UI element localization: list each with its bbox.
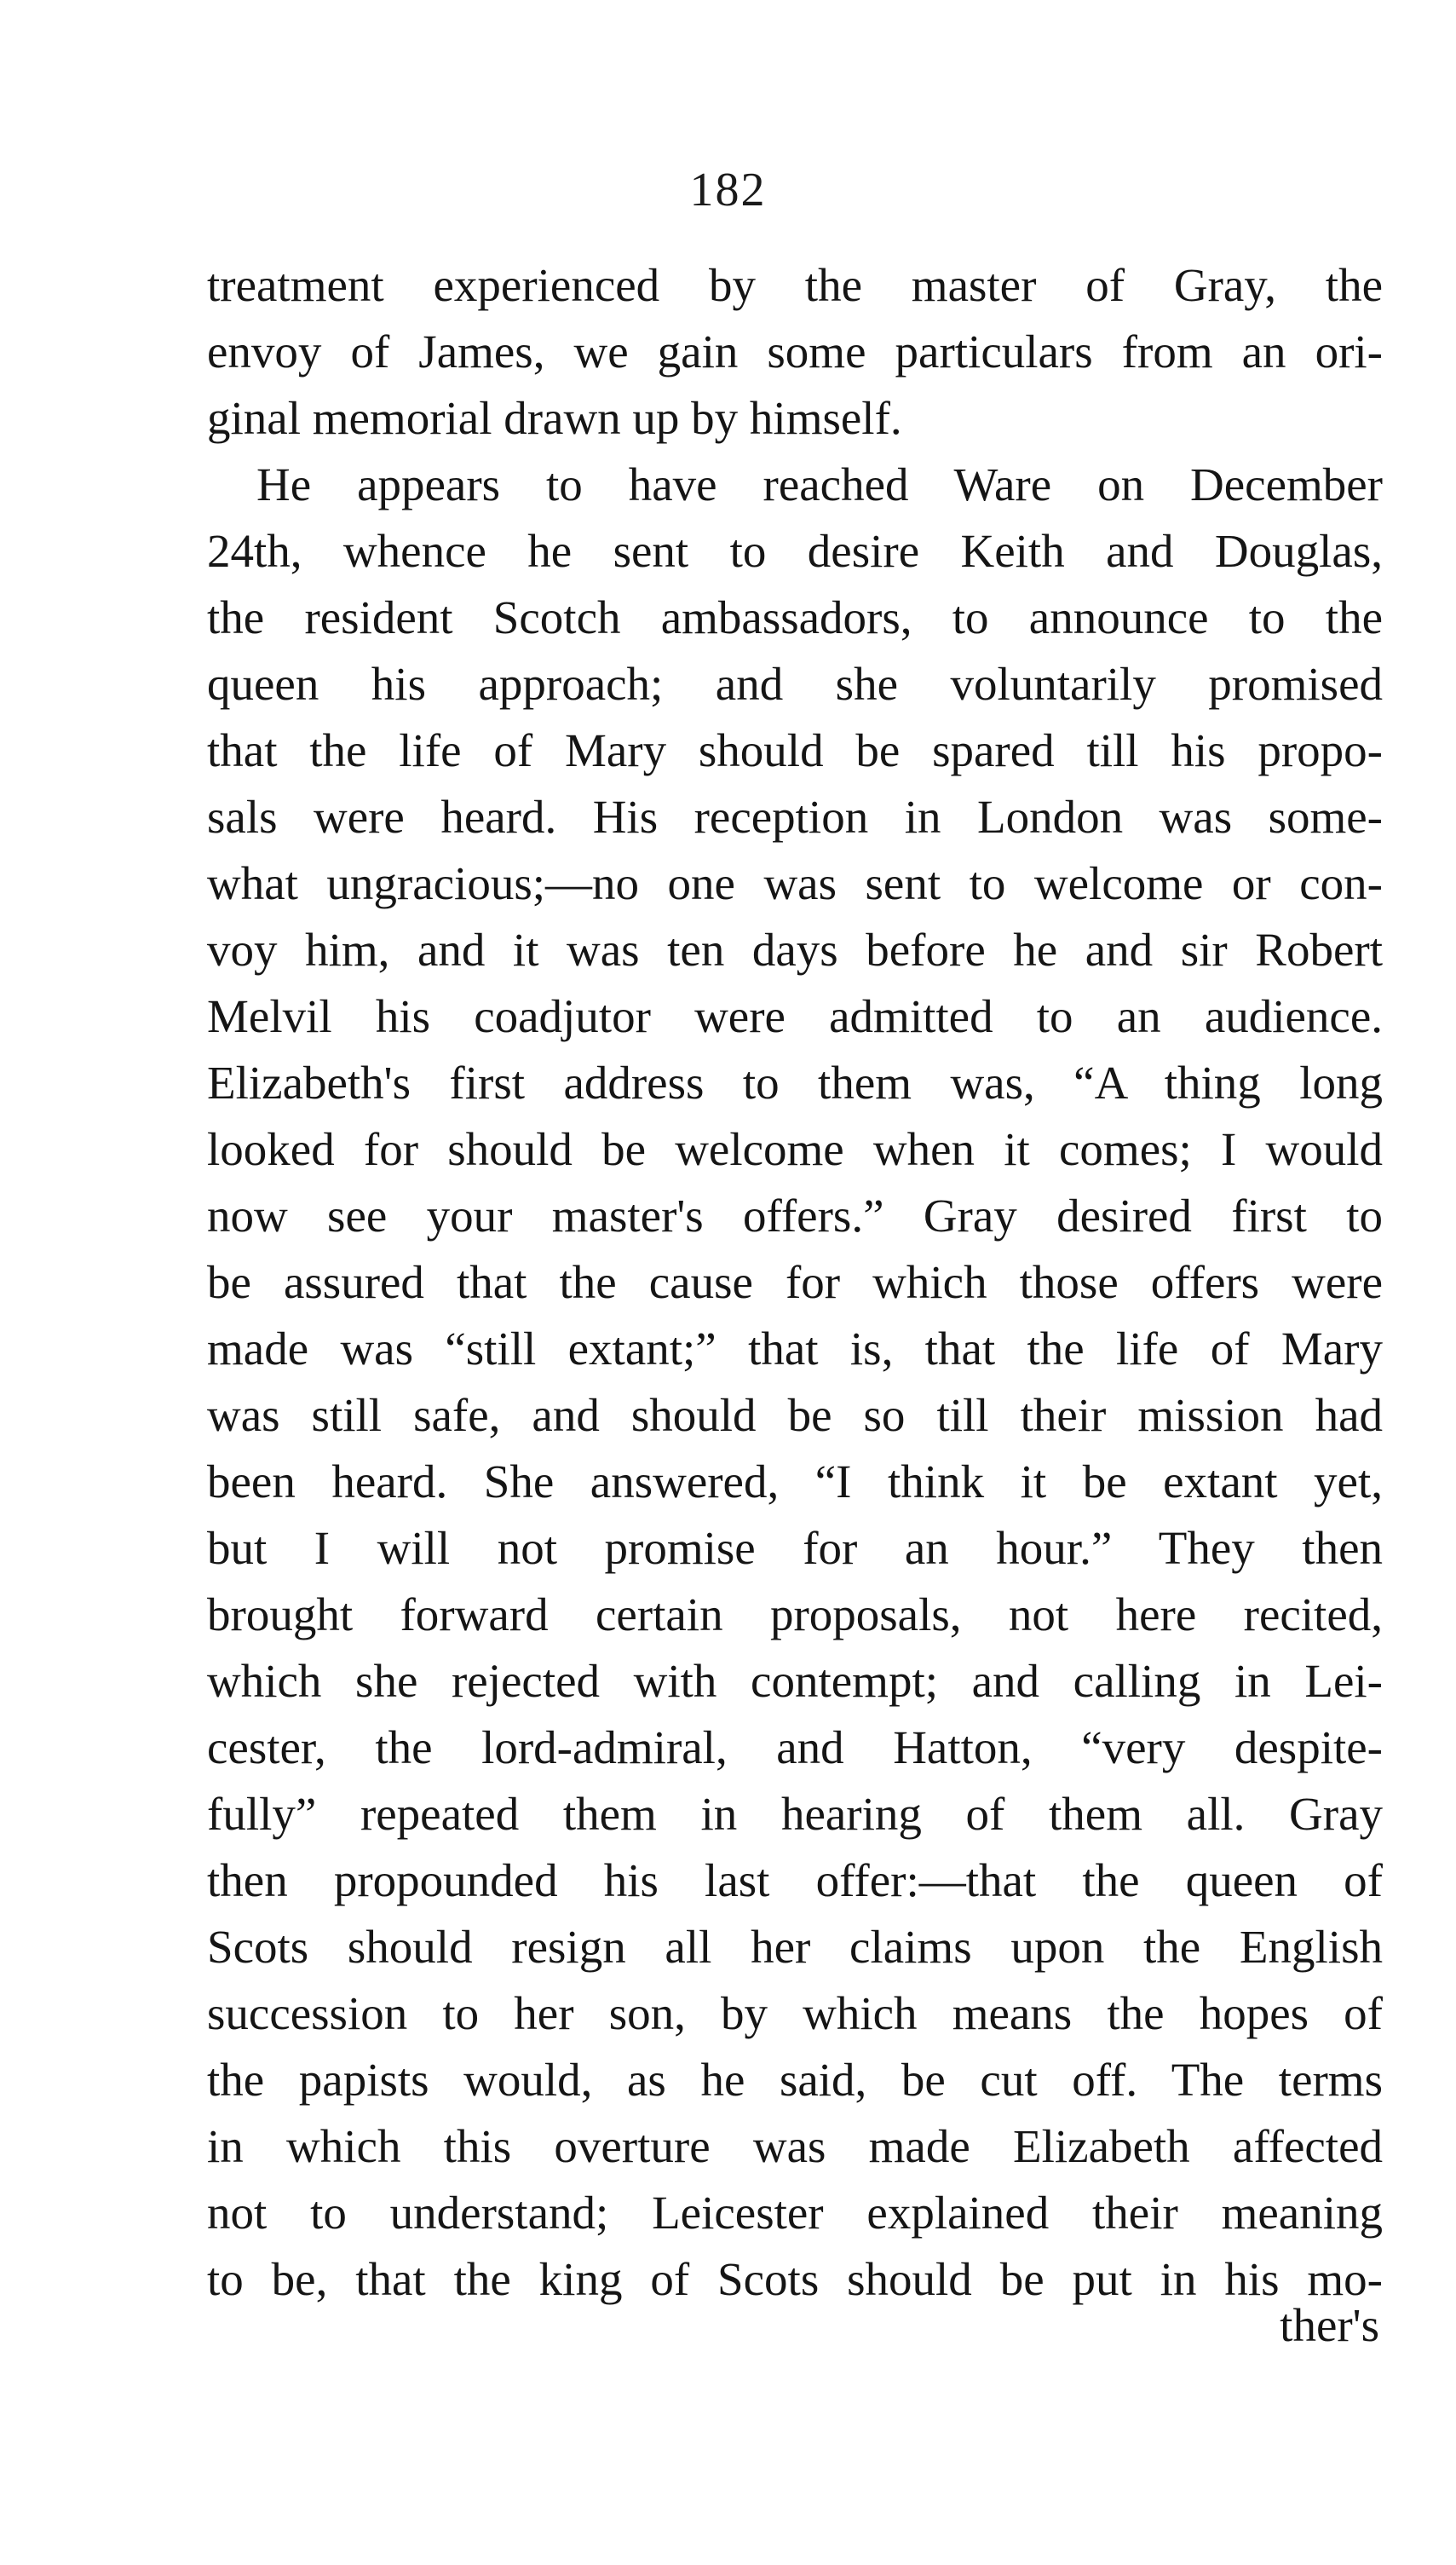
text-line: which she rejected with contempt; and calling in Lei- <box>207 1655 1383 1707</box>
text-line: the resident Scotch ambassadors, to announce to the <box>207 591 1383 643</box>
text-line: cester, the lord-admiral, and Hatton, “very despite- <box>207 1721 1383 1773</box>
text-line: what ungracious;—no one was sent to welcome or con- <box>207 857 1383 909</box>
text-line: He appears to have reached Ware on December <box>256 458 1383 510</box>
text-line: but I will not promise for an hour.” They then <box>207 1522 1383 1574</box>
text-line: be assured that the cause for which those offers were <box>207 1256 1383 1308</box>
text-line: that the life of Mary should be spared till his propo- <box>207 724 1383 776</box>
text-line: fully” repeated them in hearing of them all. Gray <box>207 1788 1383 1840</box>
text-line: Melvil his coadjutor were admitted to an audience. <box>207 990 1383 1042</box>
text-line: not to understand; Leicester explained their meaning <box>207 2187 1383 2239</box>
text-line: Scots should resign all her claims upon the English <box>207 1921 1383 1973</box>
text-line: envoy of James, we gain some particulars from an ori- <box>207 326 1383 378</box>
text-line: treatment experienced by the master of Gray, the <box>207 259 1383 311</box>
text-line: then propounded his last offer:—that the queen of <box>207 1854 1383 1906</box>
text-line: the papists would, as he said, be cut off. The terms <box>207 2054 1383 2106</box>
text-line: voy him, and it was ten days before he and sir Robert <box>207 924 1383 976</box>
text-line: now see your master's offers.” Gray desired first to <box>207 1190 1383 1242</box>
text-line: looked for should be welcome when it comes; I would <box>207 1123 1383 1175</box>
text-line: ginal memorial drawn up by himself. <box>207 392 902 444</box>
catchword: ther's <box>1280 2299 1379 2351</box>
text-line: 24th, whence he sent to desire Keith and Douglas, <box>207 525 1383 577</box>
text-line: been heard. She answered, “I think it be extant yet, <box>207 1455 1383 1507</box>
text-line: succession to her son, by which means the hopes of <box>207 1987 1383 2039</box>
text-line: Elizabeth's first address to them was, “A thing long <box>207 1057 1383 1109</box>
text-line: in which this overture was made Elizabeth affected <box>207 2120 1383 2172</box>
text-line: was still safe, and should be so till their mission had <box>207 1389 1383 1441</box>
page-number: 182 <box>689 164 767 216</box>
text-line: to be, that the king of Scots should be put in his mo- <box>207 2253 1383 2305</box>
text-line: brought forward certain proposals, not here recited, <box>207 1588 1383 1640</box>
text-line: made was “still extant;” that is, that the life of Mary <box>207 1323 1383 1375</box>
body-text <box>207 252 1383 2313</box>
text-line: queen his approach; and she voluntarily promised <box>207 658 1383 710</box>
text-line: sals were heard. His reception in London was some- <box>207 791 1383 843</box>
